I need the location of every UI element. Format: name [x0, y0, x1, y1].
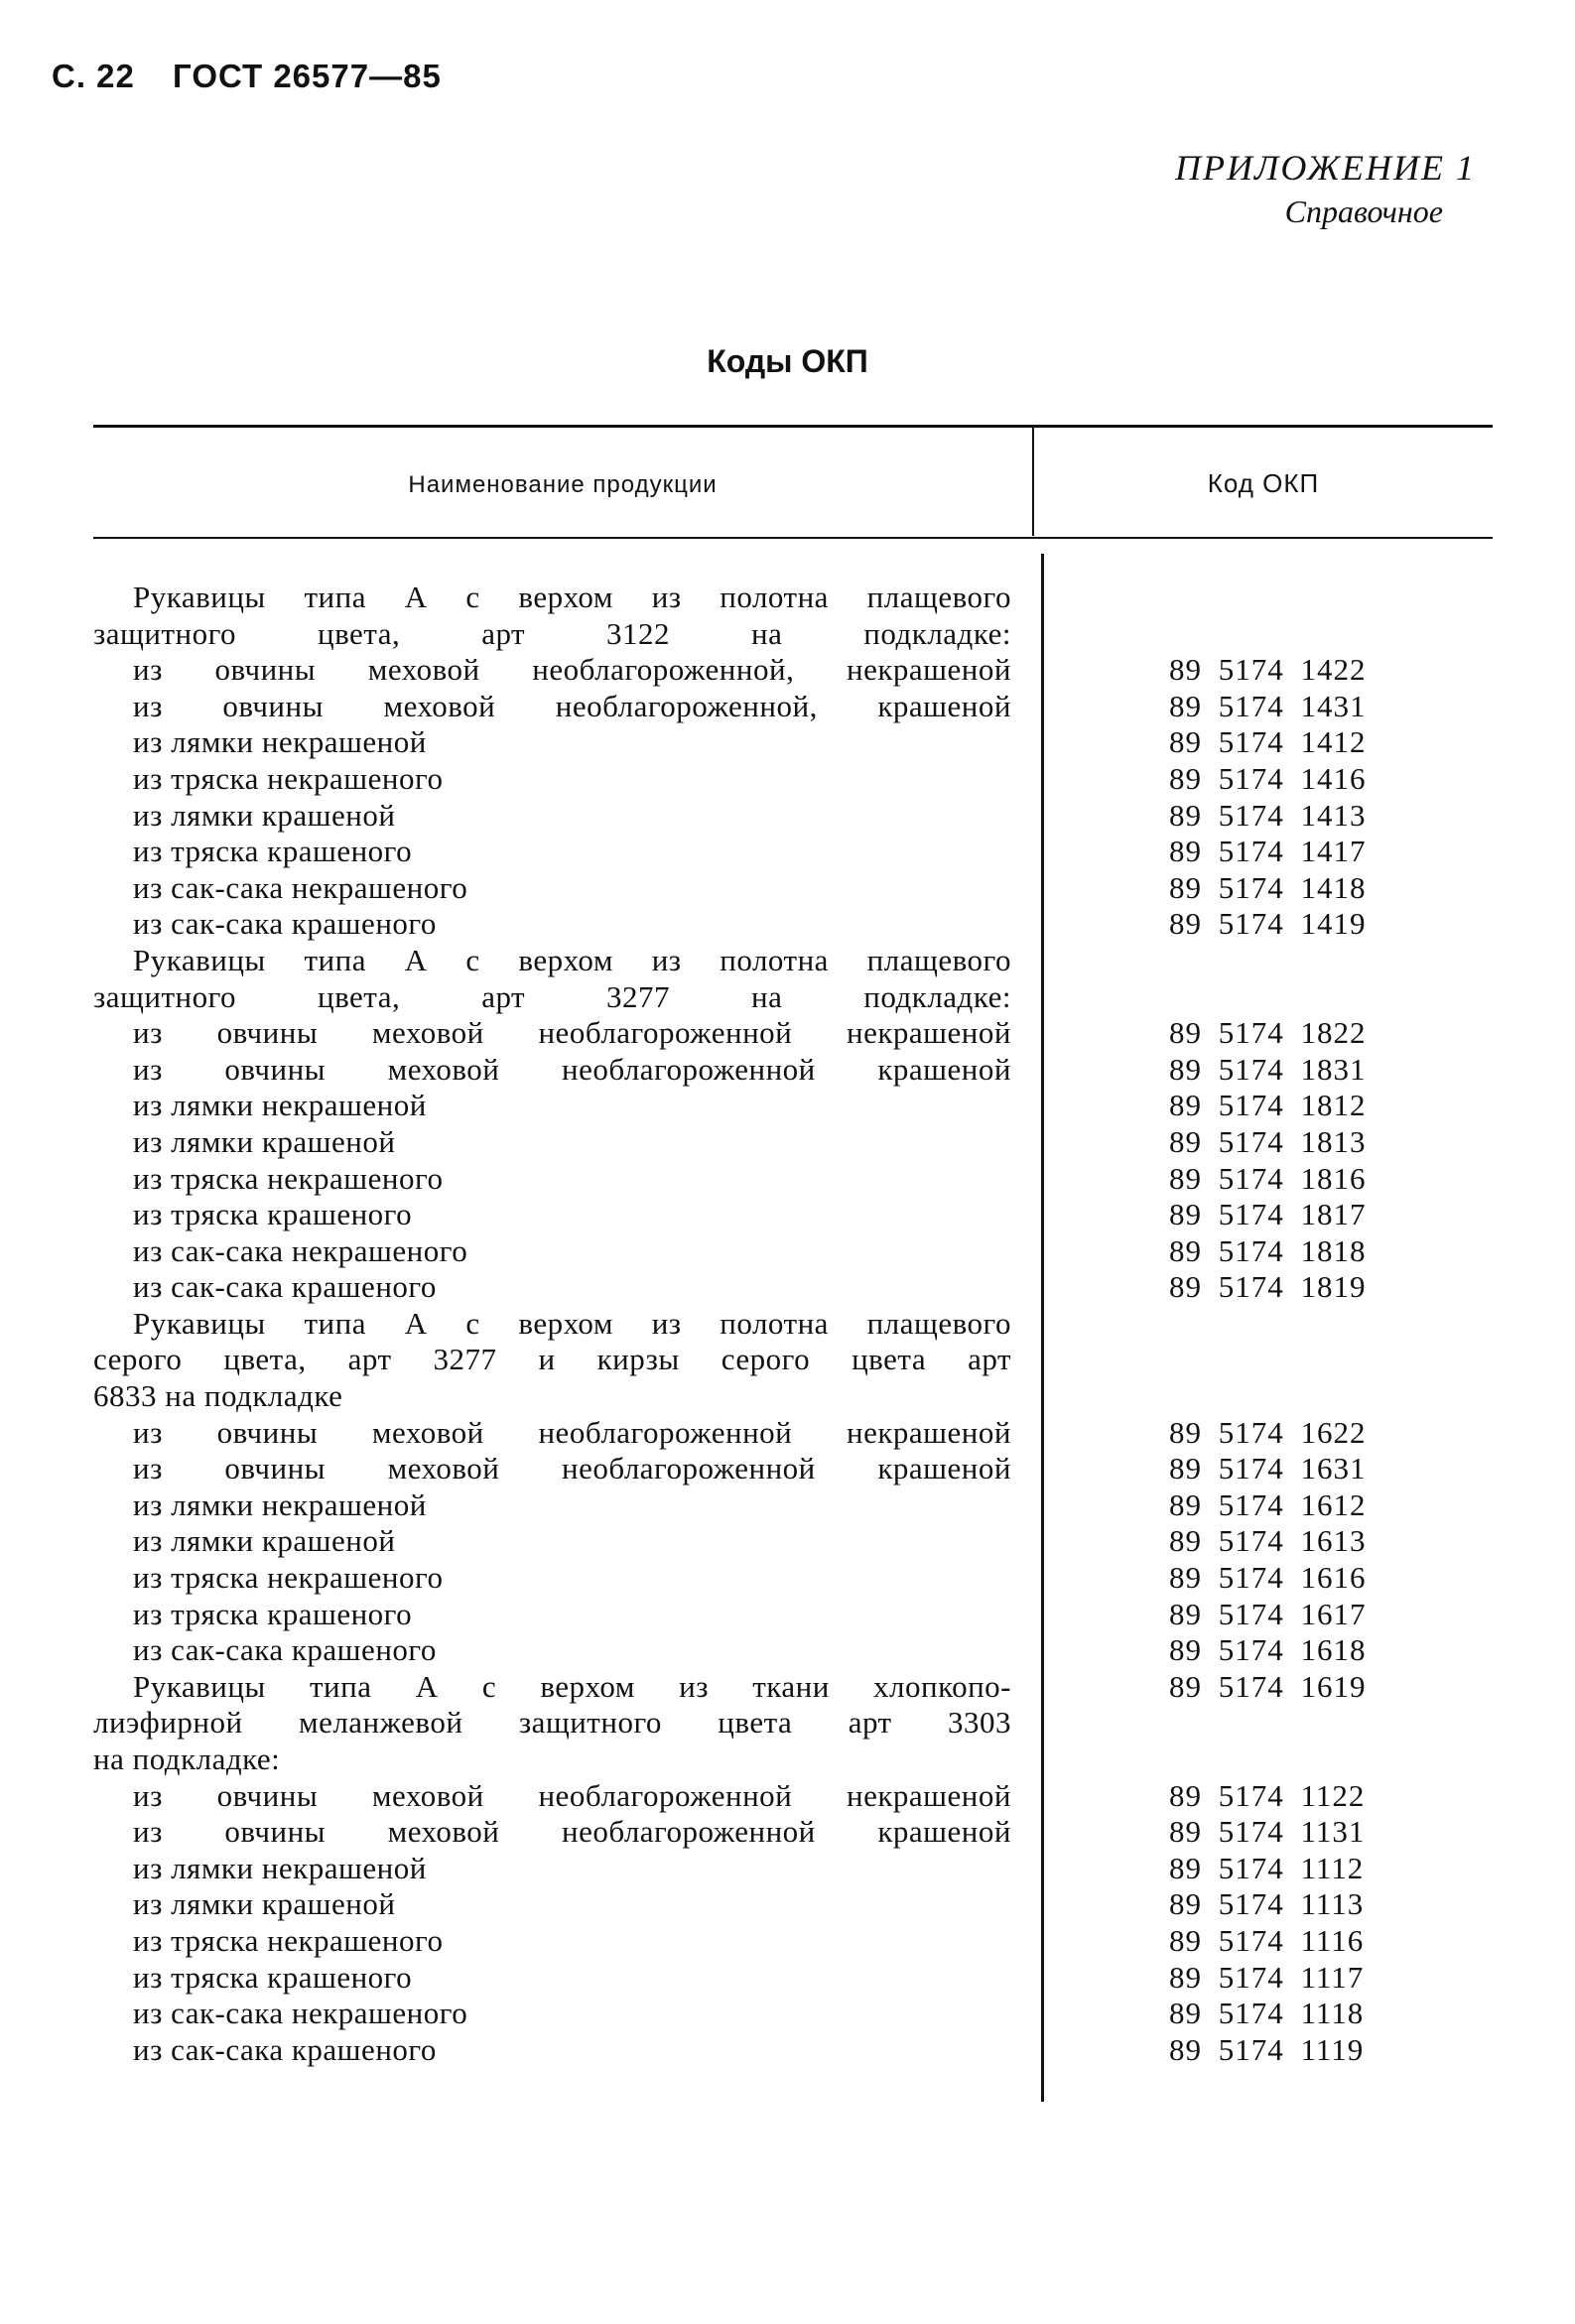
- standard-number: ГОСТ 26577—85: [173, 58, 442, 94]
- okp-code: 89 5174 1818: [1169, 1232, 1367, 1268]
- table-row: [93, 1197, 1493, 1233]
- table-row: [93, 689, 1493, 725]
- product-name: из овчины меховой необлагороженной некрашеной: [133, 1015, 1011, 1051]
- column-header-name: Наименование продукции: [408, 471, 718, 498]
- table-row: [93, 1778, 1493, 1815]
- product-name: из лямки некрашеной: [133, 1088, 427, 1123]
- table-row: [93, 943, 1493, 979]
- table-row: [93, 1669, 1493, 1706]
- product-name: из овчины меховой необлагороженной некрашеной: [133, 1777, 1011, 1813]
- table-row: [93, 1052, 1493, 1089]
- product-name: Рукавицы типа А с верхом из полотна плащевого: [133, 580, 1011, 614]
- table-row: [93, 1923, 1493, 1960]
- product-name: из лямки крашеной: [133, 1523, 396, 1559]
- product-name: из сак-сака крашеного: [133, 2031, 437, 2067]
- table-row: [93, 906, 1493, 943]
- okp-code: 89 5174 1113: [1169, 1886, 1365, 1922]
- product-name: из овчины меховой необлагороженной крашеной: [133, 1451, 1011, 1486]
- table-row: [93, 1415, 1493, 1452]
- table-row: [93, 870, 1493, 907]
- okp-code: 89 5174 1631: [1169, 1451, 1367, 1486]
- product-name: из овчины меховой необлагороженной, некрашеной: [133, 652, 1011, 688]
- product-name: из сак-сака некрашеного: [133, 1996, 468, 2031]
- table-header-rule: [93, 537, 1493, 539]
- table-row: [93, 1560, 1493, 1597]
- okp-code: 89 5174 1116: [1169, 1922, 1365, 1958]
- product-name: из тряска крашеного: [133, 1197, 413, 1232]
- product-name: из сак-сака некрашеного: [133, 869, 468, 905]
- okp-code: 89 5174 1816: [1169, 1160, 1367, 1196]
- okp-code: 89 5174 1613: [1169, 1523, 1367, 1559]
- product-name: 6833 на подкладке: [93, 1378, 343, 1414]
- table-row: [93, 798, 1493, 835]
- okp-code: 89 5174 1416: [1169, 760, 1367, 796]
- table-row: [93, 1742, 1493, 1778]
- product-name: серого цвета, арт 3277 и кирзы серого цвета арт: [93, 1342, 1011, 1377]
- table-row: [93, 1597, 1493, 1633]
- table-row: [93, 1306, 1493, 1343]
- okp-code: 89 5174 1617: [1169, 1596, 1367, 1631]
- table-row: [93, 1124, 1493, 1161]
- product-name: Рукавицы типа А с верхом из ткани хлопкопо-: [133, 1668, 1011, 1704]
- product-name: из овчины меховой необлагороженной крашеной: [133, 1051, 1011, 1087]
- table-row: [93, 1705, 1493, 1742]
- okp-code: 89 5174 1131: [1169, 1814, 1366, 1850]
- okp-code: 89 5174 1616: [1169, 1560, 1367, 1596]
- okp-code: 89 5174 1422: [1169, 652, 1367, 688]
- okp-code: 89 5174 1822: [1169, 1015, 1367, 1051]
- table-row: [93, 1378, 1493, 1415]
- okp-code: 89 5174 1418: [1169, 869, 1367, 905]
- product-name: из тряска крашеного: [133, 834, 413, 869]
- okp-code: 89 5174 1118: [1169, 1996, 1365, 2031]
- product-name: из сак-сака крашеного: [133, 1632, 437, 1668]
- table-row: [93, 1851, 1493, 1887]
- table-row: [93, 2032, 1493, 2069]
- okp-code: 89 5174 1612: [1169, 1486, 1367, 1522]
- column-header-code: Код ОКП: [1207, 468, 1320, 498]
- product-name: из тряска некрашеного: [133, 1560, 444, 1596]
- product-name: лиэфирной меланжевой защитного цвета арт 3303: [93, 1705, 1011, 1741]
- product-name: из лямки некрашеной: [133, 1486, 427, 1522]
- product-name: из овчины меховой необлагороженной крашеной: [133, 1814, 1011, 1850]
- product-name: на подкладке:: [93, 1742, 281, 1776]
- table-row: [93, 1269, 1493, 1306]
- okp-code: 89 5174 1112: [1169, 1850, 1365, 1885]
- table-row: [93, 1886, 1493, 1923]
- product-name: из тряска крашеного: [133, 1959, 413, 1995]
- product-name: из сак-сака крашеного: [133, 906, 437, 942]
- product-name: из сак-сака крашеного: [133, 1269, 437, 1305]
- table-body: [93, 580, 1493, 2068]
- product-name: из тряска некрашеного: [133, 1922, 444, 1958]
- product-name: из лямки некрашеной: [133, 1850, 427, 1885]
- table-row: [93, 761, 1493, 798]
- table-row: [93, 580, 1493, 616]
- table-row: [93, 1632, 1493, 1669]
- okp-code: 89 5174 1619: [1169, 1668, 1367, 1704]
- product-name: из тряска крашеного: [133, 1596, 413, 1631]
- okp-code: 89 5174 1431: [1169, 688, 1367, 723]
- product-name: защитного цвета, арт 3122 на подкладке:: [93, 615, 1011, 651]
- okp-code: 89 5174 1817: [1169, 1197, 1367, 1232]
- table-row: [93, 1814, 1493, 1851]
- table-row: [93, 1088, 1493, 1124]
- product-name: из тряска некрашеного: [133, 760, 444, 796]
- table-row: [93, 652, 1493, 689]
- table-row: [93, 1233, 1493, 1270]
- table-row: [93, 616, 1493, 653]
- product-name: Рукавицы типа А с верхом из полотна плащевого: [133, 942, 1011, 977]
- table-row: [93, 979, 1493, 1016]
- okp-code: 89 5174 1417: [1169, 834, 1367, 869]
- page-number: С. 22: [52, 58, 135, 94]
- table-row: [93, 1342, 1493, 1378]
- okp-code: 89 5174 1813: [1169, 1123, 1367, 1159]
- table-row: [93, 1996, 1493, 2032]
- okp-code: 89 5174 1122: [1169, 1777, 1366, 1813]
- product-name: из сак-сака некрашеного: [133, 1232, 468, 1268]
- product-name: из лямки крашеной: [133, 797, 396, 833]
- okp-code: 89 5174 1119: [1169, 2031, 1365, 2067]
- okp-code: 89 5174 1117: [1169, 1959, 1365, 1995]
- table-row: [93, 1960, 1493, 1997]
- product-name: из овчины меховой необлагороженной некрашеной: [133, 1414, 1011, 1450]
- table-row: [93, 1487, 1493, 1524]
- okp-code: 89 5174 1622: [1169, 1414, 1367, 1450]
- appendix-subtitle: Справочное: [1284, 194, 1443, 229]
- product-name: Рукавицы типа А с верхом из полотна плащевого: [133, 1305, 1011, 1341]
- okp-code: 89 5174 1618: [1169, 1632, 1367, 1668]
- product-name: из лямки некрашеной: [133, 724, 427, 760]
- product-name: из лямки крашеной: [133, 1886, 396, 1922]
- okp-code: 89 5174 1419: [1169, 906, 1367, 942]
- okp-code: 89 5174 1412: [1169, 724, 1367, 760]
- table-row: [93, 1523, 1493, 1560]
- table-title: Коды ОКП: [707, 343, 868, 379]
- product-name: из лямки крашеной: [133, 1123, 396, 1159]
- page-header: [52, 58, 469, 95]
- table-row: [93, 834, 1493, 870]
- okp-code: 89 5174 1819: [1169, 1269, 1367, 1305]
- table-row: [93, 724, 1493, 761]
- okp-code: 89 5174 1812: [1169, 1088, 1367, 1123]
- product-name: из овчины меховой необлагороженной, крашеной: [133, 688, 1011, 723]
- okp-code: 89 5174 1831: [1169, 1051, 1367, 1087]
- table-row: [93, 1161, 1493, 1198]
- table-row: [93, 1451, 1493, 1487]
- table-row: [93, 1015, 1493, 1052]
- product-name: из тряска некрашеного: [133, 1160, 444, 1196]
- okp-code: 89 5174 1413: [1169, 797, 1367, 833]
- product-name: защитного цвета, арт 3277 на подкладке:: [93, 978, 1011, 1014]
- table-top-rule: [93, 425, 1493, 428]
- appendix-title: ПРИЛОЖЕНИЕ 1: [1175, 148, 1476, 188]
